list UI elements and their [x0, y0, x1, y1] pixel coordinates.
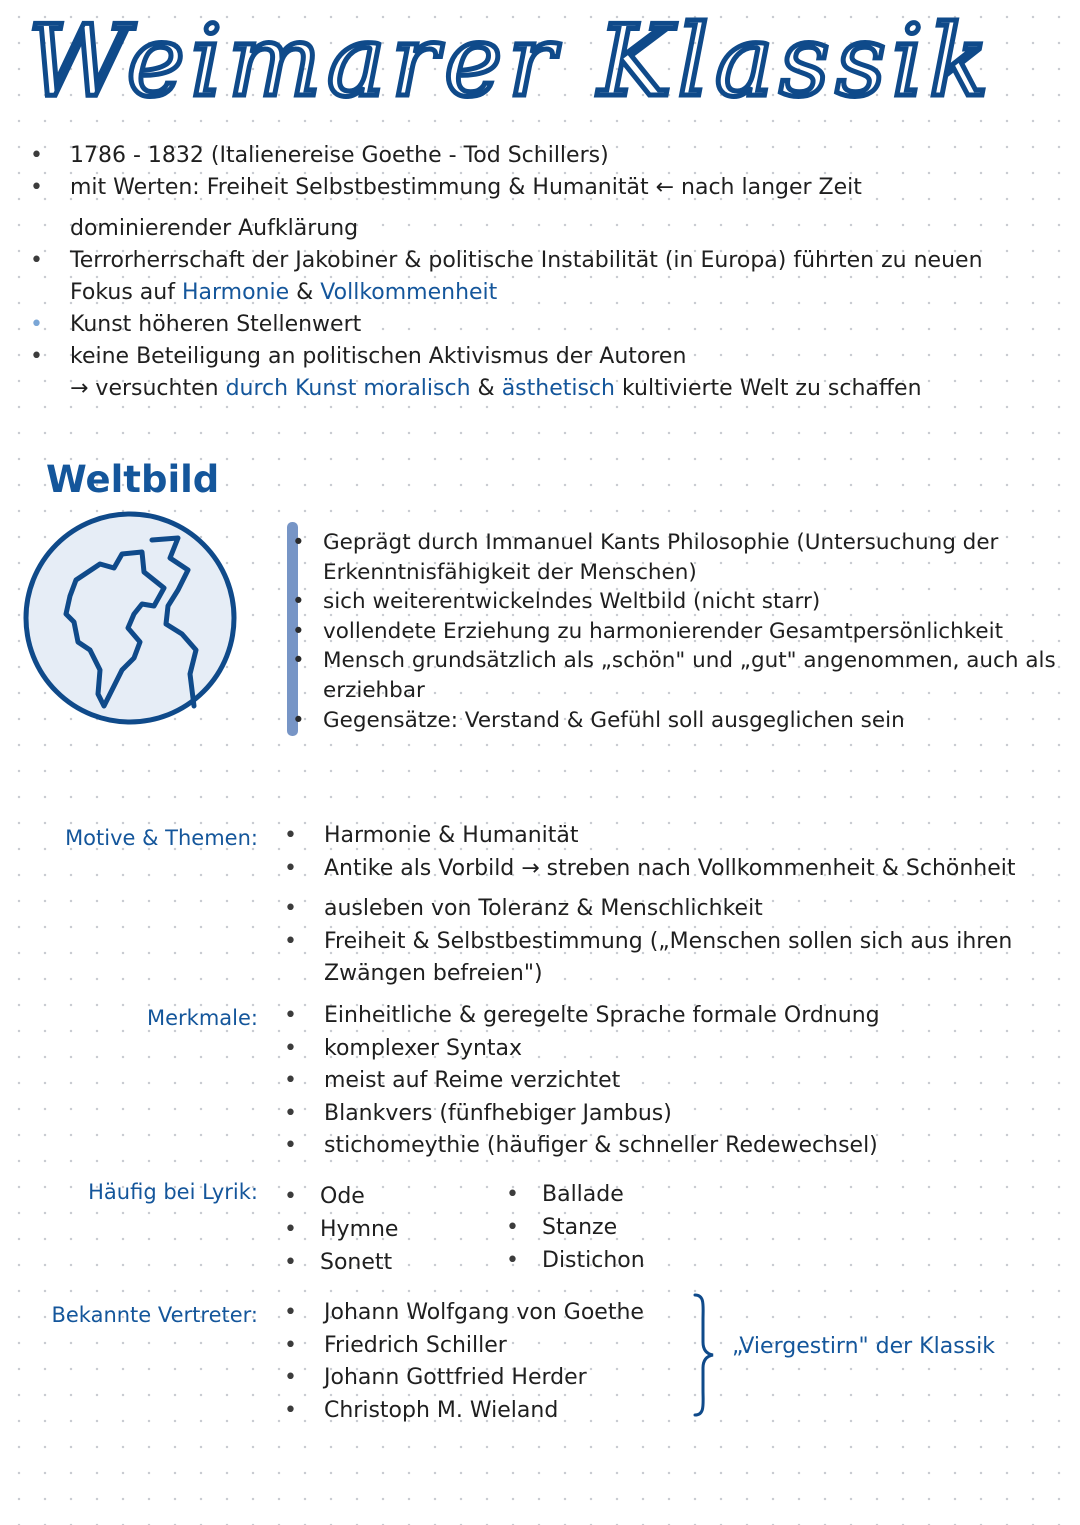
- lyrik-list-left: [284, 1180, 494, 1279]
- list-item: • Stanze: [506, 1215, 618, 1240]
- list-item: • Blankvers (fünfhebiger Jambus): [284, 1100, 672, 1126]
- lyrik-list-right: [506, 1178, 716, 1277]
- page-title: Weimarer Klassik: [28, 5, 995, 119]
- list-item: • Harmonie & Humanität: [284, 823, 579, 848]
- list-item: • Kunst höheren Stellenwert: [30, 312, 362, 337]
- list-item: • vollendete Erziehung zu harmonierender Gesamtpersönlichkeit: [292, 618, 1004, 644]
- title-banner: [0, 0, 1080, 125]
- highlight-kunst: durch Kunst moralisch: [225, 376, 471, 401]
- list-item: • Antike als Vorbild → streben nach Vollkommenheit & Schönheit: [284, 855, 1016, 881]
- section-heading-weltbild: Weltbild: [46, 458, 220, 501]
- list-item: • Johann Wolfgang von Goethe: [284, 1300, 644, 1325]
- list-item: • Christoph M. Wieland: [284, 1397, 559, 1423]
- list-item: • Einheitliche & geregelte Sprache formale Ordnung: [284, 1003, 880, 1028]
- list-item: • Ballade: [506, 1182, 624, 1207]
- list-item: • Johann Gottfried Herder: [284, 1365, 587, 1390]
- list-item: • sich weiterentwickelndes Weltbild (nicht starr): [292, 589, 821, 615]
- list-item: • Terrorherrschaft der Jakobiner & politische Instabilität (in Europa) führten zu neuen Fokus auf Harmonie & Vollkommenheit: [30, 248, 983, 305]
- list-item: • Mensch grundsätzlich als „schön" und „gut" angenommen, auch als erziehbar: [292, 648, 1056, 703]
- highlight-aesthetisch: ästhetisch: [501, 376, 615, 401]
- label-vertreter: Bekannte Vertreter:: [51, 1303, 258, 1327]
- brace-icon: [692, 1292, 716, 1418]
- list-item: • Geprägt durch Immanuel Kants Philosophie (Untersuchung der Erkenntnisfähigkeit der Menschen): [292, 530, 999, 585]
- list-item: • Friedrich Schiller: [284, 1332, 507, 1358]
- label-lyrik: Häufig bei Lyrik:: [88, 1180, 258, 1204]
- list-item: • Distichon: [506, 1248, 645, 1273]
- globe-icon: [18, 510, 242, 734]
- list-item: • keine Beteiligung an politischen Aktivismus der Autoren → versuchten durch Kunst moralisch & ästhetisch kultivierte Welt zu schaffen: [30, 344, 922, 401]
- list-item: • komplexer Syntax: [284, 1035, 523, 1061]
- motive-list: [284, 820, 1044, 991]
- list-item: • Ode: [284, 1184, 365, 1209]
- list-item: • ausleben von Toleranz & Menschlichkeit: [284, 896, 763, 921]
- list-item: • meist auf Reime verzichtet: [284, 1068, 621, 1093]
- vertreter-list: [284, 1297, 684, 1427]
- weltbild-list: [292, 528, 1062, 735]
- list-item: • Sonett: [284, 1250, 393, 1275]
- merkmale-list: [284, 1000, 1044, 1163]
- intro-list: [30, 140, 1050, 405]
- list-item: • 1786 - 1832 (Italienereise Goethe - Tod Schillers): [30, 143, 609, 168]
- viergestirn-note: „Viergestirn" der Klassik: [732, 1334, 995, 1359]
- list-item: • mit Werten: Freiheit Selbstbestimmung & Humanität ← nach langer Zeit dominierender Aufklärung: [30, 175, 862, 241]
- highlight-vollkommenheit: Vollkommenheit: [320, 280, 498, 305]
- label-merkmale: Merkmale:: [147, 1006, 258, 1030]
- label-motive: Motive & Themen:: [65, 826, 258, 850]
- list-item: • Freiheit & Selbstbestimmung („Menschen sollen sich aus ihren Zwängen befreien"): [284, 928, 1013, 986]
- list-item: • Gegensätze: Verstand & Gefühl soll ausgeglichen sein: [292, 707, 905, 733]
- list-item: • stichomeythie (häufiger & schneller Redewechsel): [284, 1133, 878, 1158]
- list-item: • Hymne: [284, 1217, 399, 1242]
- highlight-harmonie: Harmonie: [181, 280, 290, 305]
